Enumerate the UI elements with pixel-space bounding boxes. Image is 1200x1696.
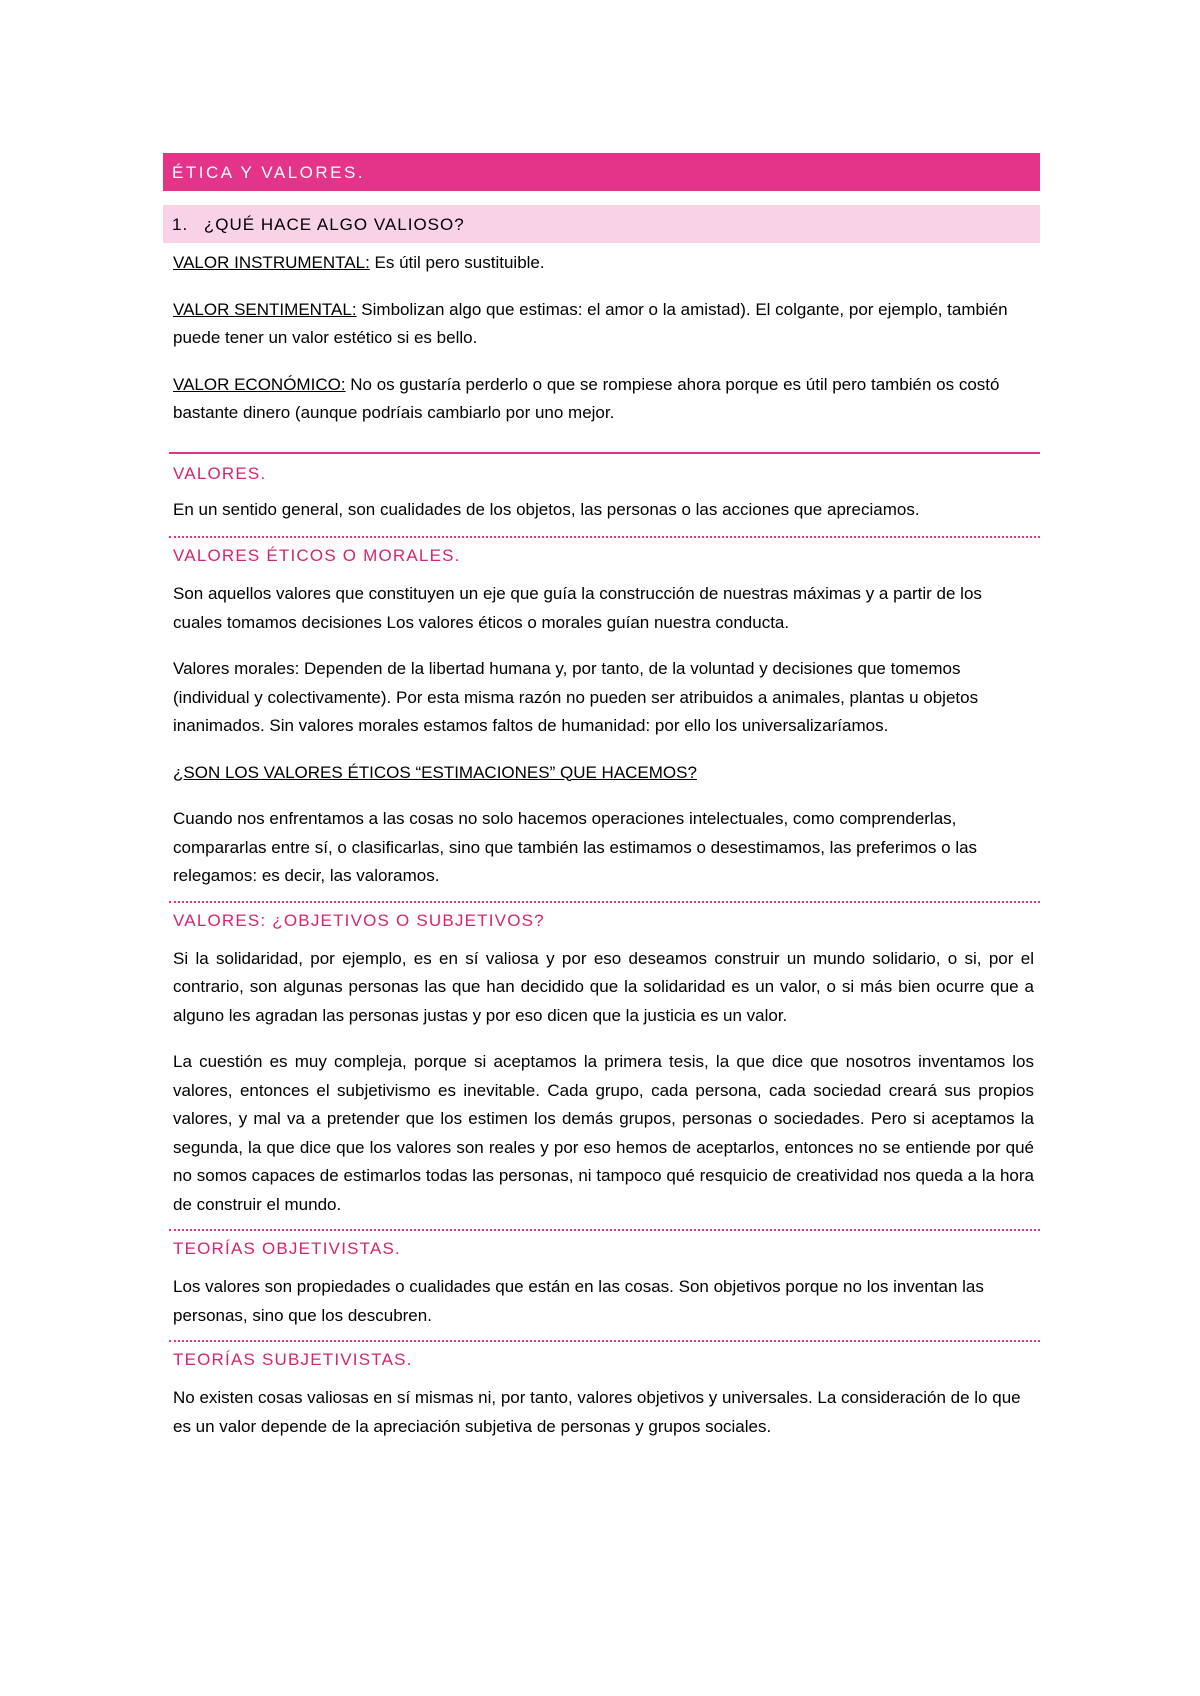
teorias-objetivistas-heading: TEORÍAS OBJETIVISTAS. xyxy=(173,1239,401,1258)
teorias-subjetivistas-block xyxy=(163,1346,1040,1441)
valores-heading: VALORES. xyxy=(173,463,267,483)
dotted-divider xyxy=(169,1340,1040,1342)
document-content xyxy=(163,153,1040,1441)
valores-eticos-block xyxy=(163,542,1040,891)
teorias-objetivistas-block xyxy=(163,1235,1040,1330)
title-banner xyxy=(163,153,1040,191)
valores-block xyxy=(163,460,1040,525)
objetivos-paragraph-2: La cuestión es muy compleja, porque si aceptamos la primera tesis, la que dice que nosotros inventamos los valores, entonces el subjetivismo es inevitable. Cada grupo, cada persona, cada sociedad creará sus propios valores, y mal va a pretender que los estimen los demás grupos, personas o sociedades. Pero si aceptamos la segunda, la que dice que los valores son reales y por eso hemos de aceptarlos, entonces no se entiende por qué no somos capaces de estimarlos todas las personas, ni tampoco qué resquicio de creatividad nos queda a la hora de construir el mundo. xyxy=(173,1052,1034,1214)
dotted-divider xyxy=(169,1229,1040,1231)
valores-morales-paragraph: Valores morales: Dependen de la libertad humana y, por tanto, de la voluntad y decisiones que tomemos (individual y colectivamente). Por esta misma razón no pueden ser atribuidos a animales, plantas u objetos inanimados. Sin valores morales estamos faltos de humanidad: por ello los universalizaríamos. xyxy=(173,659,979,735)
objetivos-paragraph-1: Si la solidaridad, por ejemplo, es en sí valiosa y por eso deseamos construir un mundo solidario, o si, por el contrario, son algunas personas las que han decidido que la solidaridad es un valor, o si más bien ocurre que a alguno les agradan las personas justas y por eso dicen que la justicia es un valor. xyxy=(173,948,1034,1025)
valor-sentimental-paragraph xyxy=(173,296,1034,353)
teorias-subjetivistas-text: No existen cosas valiosas en sí mismas ni, por tanto, valores objetivos y universales. La consideración de lo que es un valor depende de la apreciación subjetiva de personas y grupos sociales. xyxy=(173,1388,1021,1436)
objetivos-subjetivos-heading: VALORES: ¿OBJETIVOS O SUBJETIVOS? xyxy=(173,910,545,930)
teorias-subjetivistas-heading: TEORÍAS SUBJETIVISTAS. xyxy=(173,1350,413,1369)
valores-eticos-heading: VALORES ÉTICOS O MORALES. xyxy=(173,546,461,565)
valor-sentimental-text: Simbolizan algo que estimas: el amor o la amistad). El colgante, por ejemplo, también puede tener un valor estético si es bello. xyxy=(173,299,1008,347)
teorias-objetivistas-text: Los valores son propiedades o cualidades que están en las cosas. Son objetivos porque no los inventan las personas, sino que los descubren. xyxy=(173,1277,984,1325)
section-banner xyxy=(163,205,1040,243)
dotted-divider xyxy=(169,901,1040,903)
section-title: ¿QUÉ HACE ALGO VALIOSO? xyxy=(203,215,465,234)
valor-economico-paragraph xyxy=(173,371,1034,428)
value-types-block xyxy=(163,249,1040,428)
dotted-divider xyxy=(169,536,1040,538)
section-divider xyxy=(169,452,1040,454)
valor-instrumental-paragraph xyxy=(173,249,1034,278)
document-title: ÉTICA Y VALORES. xyxy=(172,163,366,182)
valores-text: En un sentido general, son cualidades de los objetos, las personas o las acciones que apreciamos. xyxy=(173,499,920,519)
valor-economico-text: No os gustaría perderlo o que se rompiese ahora porque es útil pero también os costó bastante dinero (aunque podríais cambiarlo por uno mejor. xyxy=(173,374,1000,422)
valores-eticos-paragraph-1: Son aquellos valores que constituyen un eje que guía la construcción de nuestras máximas y a partir de los cuales tomamos decisiones Los valores éticos o morales guían nuestra conducta. xyxy=(173,584,982,632)
valor-instrumental-label: VALOR INSTRUMENTAL: xyxy=(173,253,370,272)
section-number: 1. xyxy=(172,215,189,234)
objetivos-subjetivos-block xyxy=(163,907,1040,1220)
valor-instrumental-text: Es útil pero sustituible. xyxy=(369,253,545,272)
estimaciones-paragraph: Cuando nos enfrentamos a las cosas no solo hacemos operaciones intelectuales, como comprenderlas, compararlas entre sí, o clasificarlas, sino que también las estimamos o desestimamos, las preferimos o las relegamos: es decir, las valoramos. xyxy=(173,809,978,885)
valor-sentimental-label: VALOR SENTIMENTAL: xyxy=(173,299,357,319)
estimaciones-question: ¿SON LOS VALORES ÉTICOS “ESTIMACIONES” QUE HACEMOS? xyxy=(173,762,697,782)
valor-economico-label: VALOR ECONÓMICO: xyxy=(173,374,346,394)
